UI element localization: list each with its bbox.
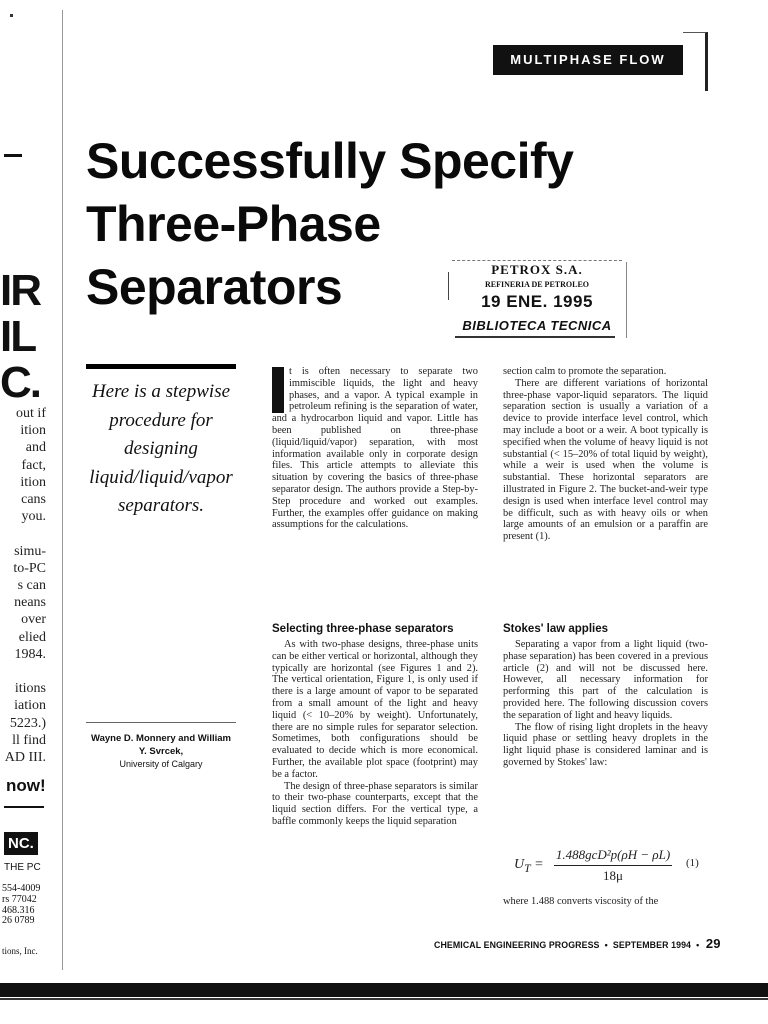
stamp-top-rule bbox=[452, 260, 622, 261]
intro-paragraph bbox=[272, 358, 478, 531]
article-title bbox=[86, 130, 686, 319]
margin-line: and bbox=[25, 440, 46, 456]
margin-phone: 468.316 bbox=[2, 904, 35, 916]
equation-number: (1) bbox=[686, 857, 699, 869]
equation-numerator: 1.488gcD²p(ρH − ρL) bbox=[554, 847, 672, 866]
stokes-equation bbox=[510, 845, 710, 889]
margin-line: elied bbox=[18, 629, 46, 645]
scan-bottom-bar bbox=[0, 983, 768, 997]
equation-denominator: 18μ bbox=[603, 868, 623, 883]
margin-line: 5223.) bbox=[9, 715, 46, 731]
margin-line: you. bbox=[21, 509, 46, 525]
deck-rule bbox=[86, 364, 236, 369]
page-footer bbox=[434, 936, 721, 951]
body-column-2-end bbox=[503, 896, 708, 908]
equation-lhs: $U_T$ = bbox=[514, 857, 544, 875]
body-paragraph: The flow of rising light droplets in the heavy liquid phase or settling heavy droplets in the light liquid phase is considered laminar and is governed by Stokes' law: bbox=[503, 721, 708, 768]
section-banner: MULTIPHASE FLOW bbox=[493, 45, 683, 75]
page-number: 29 bbox=[705, 936, 721, 951]
margin-line: simu- bbox=[14, 543, 46, 559]
section-heading: Stokes' law applies bbox=[503, 623, 608, 635]
footer-issue: SEPTEMBER 1994 bbox=[612, 940, 692, 950]
margin-line bbox=[0, 525, 46, 542]
margin-line: iation bbox=[14, 698, 46, 714]
body-paragraph: section calm to promote the separation. bbox=[503, 366, 667, 377]
body-column-1-top bbox=[272, 358, 478, 531]
margin-now: now! bbox=[6, 776, 46, 795]
author-block bbox=[86, 732, 236, 771]
margin-line: fact, bbox=[21, 457, 46, 473]
footer-bullet: • bbox=[602, 940, 611, 950]
title-line: Separators bbox=[86, 259, 343, 315]
body-paragraph: There are different variations of horizontal three-phase vapor-liquid separators. The liquid separation section is usually a variation of a device to provide interface level control, which may include a boot or a weir. A boot typically is specified when the volume of heavy liquid is not substantial (< 15–20% of total liquid by weight), while a weir is used when the volume is substantial. These horizontal separators are illustrated in Figure 2. The bucket-and-weir type design is used when interface level control may be difficult, such as with heavy oils or when large amounts of an emulsion or a paraffin are present (1). bbox=[503, 377, 708, 543]
margin-phone: 554-4009 bbox=[2, 883, 41, 894]
body-column-2-top bbox=[503, 366, 708, 543]
margin-logo-inc: NC. bbox=[4, 832, 38, 855]
deck-text: Here is a stepwise procedure for designing liquid/liquid/vapor separators. bbox=[89, 381, 233, 516]
author-affiliation: University of Calgary bbox=[119, 759, 203, 769]
margin-text-fragments bbox=[0, 405, 64, 766]
margin-line: neans bbox=[14, 595, 46, 611]
scan-bottom-line bbox=[0, 998, 768, 1000]
footer-bullet: • bbox=[693, 940, 700, 950]
margin-line: ition bbox=[20, 423, 46, 439]
stamp-right-border bbox=[626, 262, 627, 338]
margin-big-letters bbox=[0, 268, 40, 406]
body-paragraph: where 1.488 converts viscosity of the bbox=[503, 896, 659, 907]
margin-big-line: IL bbox=[0, 312, 36, 361]
margin-line: ition bbox=[20, 474, 46, 490]
body-column-2-bottom bbox=[503, 622, 708, 769]
drop-cap: I bbox=[272, 358, 288, 421]
body-column-1-bottom bbox=[272, 622, 478, 828]
title-line: Successfully Specify bbox=[86, 133, 574, 189]
intro-text: t is often necessary to separate two immiscible liquids, the light and heavy phases, and a vapor. A typical example in petroleum refining is the separation of water, and a hydrocarbon liquid and vapor. Little has been published on three-phase (liquid/liquid/vapor) separation, with most information available only in corporate design files. This article attempts to alleviate this situation by covering the basics of three-phase separator design. The authors provide a Step-by-Step procedure and worked out examples. Further, the examples offer guidance on making assumptions for the calculations. bbox=[272, 366, 478, 531]
scan-speck bbox=[10, 14, 13, 17]
body-paragraph: Separating a vapor from a light liquid (two-phase separation) has been covered in a previous article (2) and will not be discussed here. However, all necessary information for performing this part of the calculation is provided here. The following discussion covers the separation of light and heavy liquids. bbox=[503, 639, 708, 721]
title-line: Three-Phase bbox=[86, 196, 381, 252]
equation-lhs-symbol: U bbox=[514, 857, 525, 872]
margin-line: ll find bbox=[12, 732, 46, 748]
stamp-date: 19 ENE. 1995 bbox=[481, 292, 593, 311]
margin-phone-list bbox=[2, 884, 40, 927]
banner-page-edge bbox=[683, 32, 708, 91]
stamp-library: BIBLIOTECA TECNICA bbox=[462, 318, 612, 333]
margin-line: AD III. bbox=[4, 750, 46, 766]
stamp-left-border bbox=[448, 272, 449, 300]
margin-line bbox=[0, 663, 46, 680]
stamp-refinery: REFINERIA DE PETROLEO bbox=[484, 280, 590, 289]
margin-phone: rs 77042 bbox=[2, 893, 37, 905]
body-paragraph: As with two-phase designs, three-phase units can be either vertical or horizontal, although they typically are horizontal (see Figures 1 and 2). The vertical orientation, Figure 1, is only used if there is a large amount of vapor to be separated from a small amount of the light and heavy liquid (< 10–20% by weight). Unfortunately, there are no simple rules for separator selection. Sometimes, both configurations should be evaluated to decide which is more economical. Further, the available plot space (footprint) may be a factor. bbox=[272, 639, 478, 780]
margin-rule-short bbox=[4, 806, 44, 808]
margin-line: out if bbox=[16, 406, 46, 421]
margin-company: tions, Inc. bbox=[2, 946, 38, 956]
margin-dash bbox=[4, 154, 22, 157]
author-names: Wayne D. Monnery and William Y. Svrcek, bbox=[91, 733, 231, 757]
footer-journal: CHEMICAL ENGINEERING PROGRESS bbox=[434, 940, 600, 950]
margin-big-line: IR bbox=[0, 266, 40, 315]
equation-fraction bbox=[554, 847, 672, 884]
margin-line: cans bbox=[21, 492, 46, 508]
margin-line: over bbox=[21, 612, 46, 628]
body-paragraph: The design of three-phase separators is similar to their two-phase counterparts, except that the liquid section differs. For the vertical type, a baffle commonly keeps the liquid separation bbox=[272, 780, 478, 827]
margin-line: itions bbox=[14, 681, 46, 697]
section-heading: Selecting three-phase separators bbox=[272, 623, 454, 635]
stamp-company: PETROX S.A. bbox=[491, 262, 583, 277]
margin-line: s can bbox=[17, 578, 46, 594]
margin-line: 1984. bbox=[14, 646, 46, 662]
margin-phone: 26 0789 bbox=[2, 915, 35, 927]
stamp-bottom-rule bbox=[455, 336, 615, 338]
margin-the-pc: THE PC bbox=[4, 862, 41, 873]
authors-rule bbox=[86, 722, 236, 723]
margin-line: to-PC bbox=[13, 560, 46, 576]
equation-lhs-subscript: T bbox=[524, 861, 531, 875]
margin-big-line: C. bbox=[0, 358, 40, 407]
